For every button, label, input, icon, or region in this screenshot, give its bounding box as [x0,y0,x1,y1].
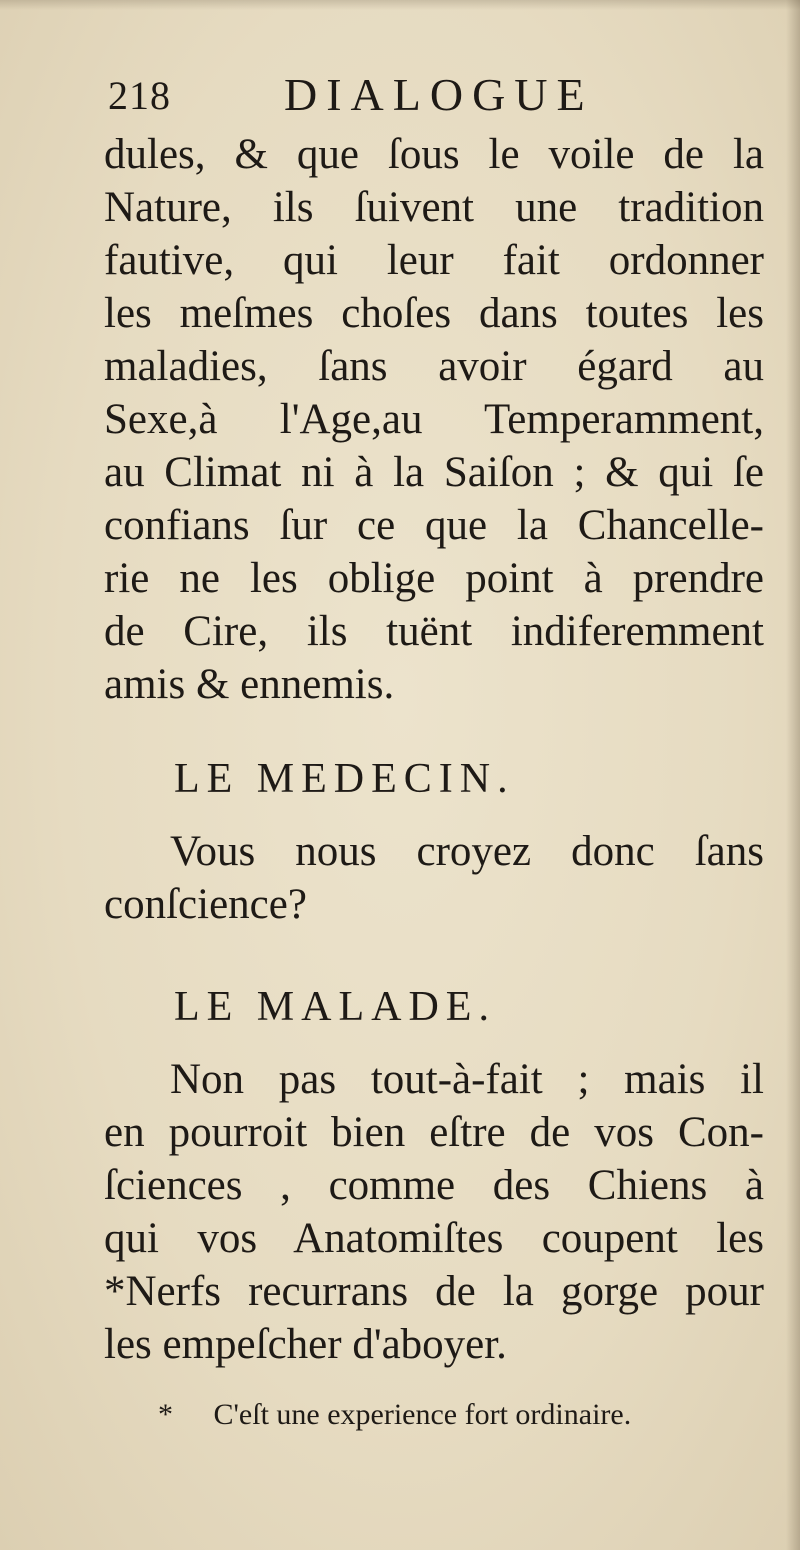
footnote-text: C'eſt une experience fort ordinaire. [213,1398,632,1431]
running-head: DIALOGUE [284,69,594,120]
footnote-mark: * [158,1398,173,1431]
text-line: Nature, ils ſuivent une tradition [104,184,764,231]
text-line: confians ſur ce que la Chancelle- [104,502,764,549]
page-top-shadow [0,0,800,10]
text-line: de Cire, ils tuënt indiferemment [104,608,764,655]
page-header [108,68,728,124]
text-line: au Climat ni à la Saiſon ; & qui ſe [104,449,764,496]
text-line: Sexe,à l'Age,au Temperamment, [104,396,764,443]
text-line: qui vos Anatomiſtes coupent les [104,1215,764,1262]
text-line: conſcience? [104,881,307,928]
text-line: dules, & que ſous le voile de la [104,131,764,178]
text-line: maladies, ſans avoir égard au [104,343,764,390]
text-line: ſciences , comme des Chiens à [104,1162,764,1209]
body-text [104,128,764,1371]
text-line: Non pas tout-à-fait ; mais il [170,1056,764,1103]
page-gutter-shadow [786,0,800,1550]
speaker-heading-malade: LE MALADE. [174,984,496,1030]
text-line: les meſmes choſes dans toutes les [104,290,764,337]
footnote [158,1398,718,1432]
speaker-heading-medecin: LE MEDECIN. [174,756,515,802]
text-line: amis & ennemis. [104,661,395,708]
text-line: rie ne les oblige point à prendre [104,555,764,602]
text-line: *Nerfs recurrans de la gorge pour [104,1268,764,1315]
text-line: les empeſcher d'aboyer. [104,1321,507,1368]
text-line: Vous nous croyez donc ſans [170,828,764,875]
text-line: en pourroit bien eſtre de vos Con- [104,1109,764,1156]
text-line: fautive, qui leur fait ordonner [104,237,764,284]
page-number: 218 [108,73,171,118]
